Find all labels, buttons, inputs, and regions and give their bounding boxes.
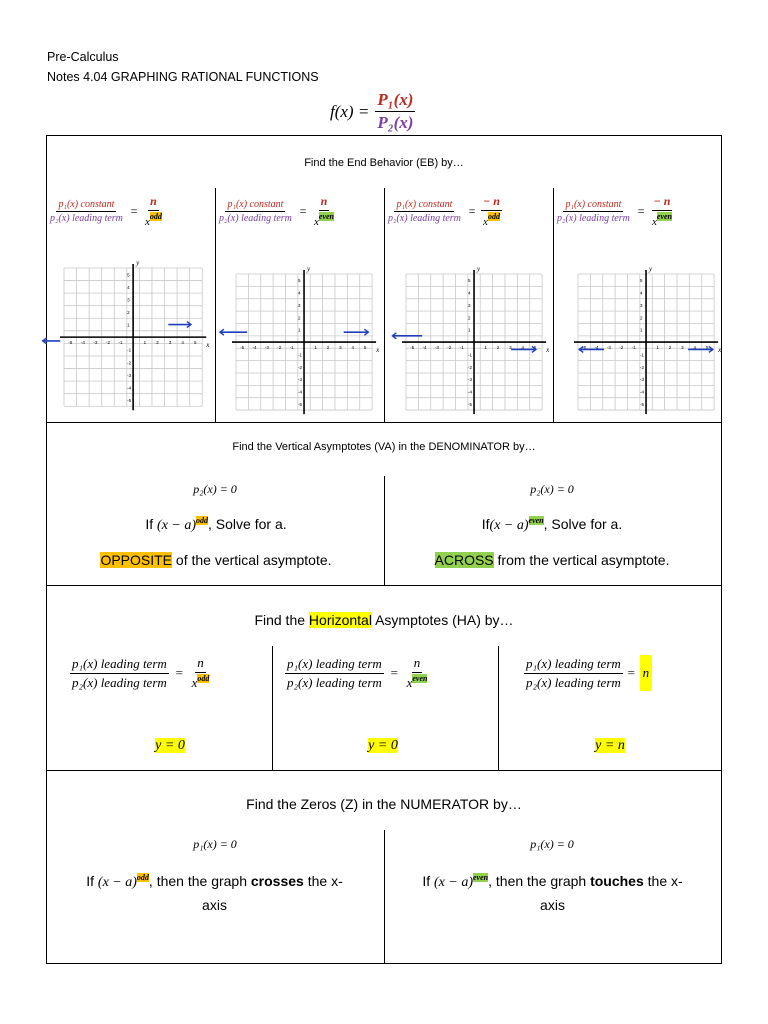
x-tick-label: -2 <box>105 340 111 346</box>
y-tick-label: -1 <box>127 347 132 353</box>
y-tick-label: 5 <box>468 278 471 284</box>
y-tick-label: -2 <box>298 364 303 370</box>
x-tick-label: 5 <box>533 345 537 351</box>
eb-divider-2 <box>384 188 385 422</box>
y-tick-label: 3 <box>127 297 130 303</box>
eb-formula-2: $\frac{\text{p₁(x) constant}}{\text{p₂(x) leading term}}$ = $\frac{n}{x^{even}}$ <box>219 194 335 228</box>
x-tick-label: -1 <box>459 345 464 351</box>
x-tick-label: 1 <box>484 345 487 351</box>
y-tick-label: 2 <box>298 315 301 321</box>
ha-divider-1 <box>272 646 273 770</box>
x-tick-label: -5 <box>68 340 73 346</box>
y-tick-label: -2 <box>640 364 645 370</box>
x-tick-label: -2 <box>447 345 452 351</box>
x-tick-label: 1 <box>656 345 659 351</box>
y-tick-label: -5 <box>298 401 303 407</box>
p1-main: P₁(x) <box>375 90 415 112</box>
x-tick-label: 1 <box>314 345 317 351</box>
va-left-eq: p₂(x) = 0 <box>193 482 237 496</box>
y-tick-label: -2 <box>127 360 132 366</box>
ha-case-3: $\frac{\text{p₁(x) leading term}}{\text{p₂(x) leading term}}$ = n <box>524 655 652 691</box>
y-axis-label: y <box>136 259 140 267</box>
y-tick-label: 1 <box>640 327 643 333</box>
main-formula <box>330 90 415 133</box>
ha-divider-2 <box>498 646 499 770</box>
x-tick-label: 2 <box>668 345 672 351</box>
eb-divider-3 <box>553 188 554 422</box>
y-tick-label: -1 <box>468 352 473 358</box>
y-tick-label: 4 <box>640 290 643 296</box>
y-tick-label: 1 <box>468 327 471 333</box>
x-tick-label: -2 <box>277 345 282 351</box>
y-tick-label: 4 <box>468 290 471 296</box>
zeros-right-eq: p₁(x) = 0 <box>530 837 574 851</box>
y-tick-label: 3 <box>640 302 643 308</box>
x-tick-label: 5 <box>363 345 367 351</box>
x-tick-label: -5 <box>240 345 245 351</box>
x-tick-label: -1 <box>289 345 294 351</box>
ha-case-1: $\frac{\text{p₁(x) leading term}}{\text{p₂(x) leading term}}$ = $\frac{n}{x^{odd}}$ <box>72 655 210 690</box>
x-tick-label: 3 <box>509 345 512 351</box>
y-tick-label: 2 <box>468 315 471 321</box>
y-tick-label: 3 <box>298 302 301 308</box>
x-tick-label: -4 <box>80 340 85 346</box>
y-tick-label: 1 <box>127 322 130 328</box>
x-axis-label: x <box>718 346 722 355</box>
x-tick-label: -4 <box>422 345 427 351</box>
y-tick-label: -5 <box>640 401 645 407</box>
ha-title: Find the Horizontal Asymptotes (HA) by… <box>254 612 514 628</box>
x-tick-label: 2 <box>496 345 500 351</box>
va-title: Find the Vertical Asymptotes (VA) in the DENOMINATOR by… <box>232 441 536 453</box>
y-tick-label: -4 <box>127 385 132 391</box>
va-right-note: ACROSS from the vertical asymptote. <box>434 552 670 568</box>
y-tick-label: -1 <box>298 352 303 358</box>
va-divider <box>384 476 385 585</box>
x-tick-label: -1 <box>631 345 636 351</box>
zeros-right-rule: If $(x - a)^{even}$, then the graph touches the x- <box>422 873 683 890</box>
va-right-eq: p₂(x) = 0 <box>530 482 574 496</box>
x-tick-label: 5 <box>193 340 197 346</box>
x-tick-label: -3 <box>434 345 439 351</box>
y-tick-label: 5 <box>640 278 643 284</box>
x-axis-label: x <box>376 346 380 355</box>
x-tick-label: -1 <box>118 340 123 346</box>
va-right-rule: $If(x - a)^{even}$, Solve for a. <box>481 516 623 533</box>
odd-badge: odd <box>196 516 209 525</box>
y-tick-label: 4 <box>127 284 130 290</box>
x-tick-label: -2 <box>619 345 624 351</box>
x-tick-label: 3 <box>168 340 172 346</box>
y-tick-label: -3 <box>298 377 303 383</box>
zeros-divider <box>384 830 385 964</box>
course-title: Pre-Calculus <box>47 50 119 64</box>
x-tick-label: 5 <box>705 345 709 351</box>
y-tick-label: 2 <box>640 315 643 321</box>
eb-title: Find the End Behavior (EB) by… <box>304 157 464 169</box>
eb-formula-4: $\frac{\text{p₁(x) constant}}{\text{p₂(x) leading term}}$ = $\frac{- n}{x^{even}}$ <box>557 194 673 228</box>
ha-result-1: y = 0 <box>155 738 185 753</box>
eb-formula-1: $\frac{\text{p₁(x) constant}}{\text{p₂(x) leading term}}$ = $\frac{n}{x^{odd}}$ <box>50 194 162 228</box>
zeros-left-rule: If $(x - a)^{odd}$, then the graph crosses the x- <box>86 873 343 890</box>
across-highlight: ACROSS <box>434 552 494 568</box>
y-tick-label: -4 <box>468 389 473 395</box>
x-tick-label: 3 <box>339 345 342 351</box>
y-tick-label: -3 <box>468 377 473 383</box>
y-tick-label: -1 <box>640 352 645 358</box>
va-left-note: OPPOSITE of the vertical asymptote. <box>100 552 332 568</box>
y-tick-label: 2 <box>127 309 130 315</box>
x-tick-label: 2 <box>326 345 330 351</box>
x-tick-label: -3 <box>606 345 611 351</box>
x-tick-label: 4 <box>351 345 355 351</box>
y-axis-label: y <box>649 265 653 273</box>
x-tick-label: -3 <box>93 340 98 346</box>
eb-formula-3: $\frac{\text{p₁(x) constant}}{\text{p₂(x) leading term}}$ = $\frac{- n}{x^{odd}}$ <box>388 194 500 228</box>
y-tick-label: -3 <box>640 377 645 383</box>
y-tick-label: -5 <box>468 401 473 407</box>
y-tick-label: -4 <box>298 389 303 395</box>
y-tick-label: -4 <box>640 389 645 395</box>
even-badge: even <box>528 516 544 525</box>
y-tick-label: -5 <box>127 397 132 403</box>
p2-main: P₂(x) <box>377 113 414 132</box>
zeros-right-line2: axis <box>540 897 565 913</box>
horizontal-highlight: Horizontal <box>308 612 372 628</box>
x-tick-label: 1 <box>143 340 147 346</box>
eb-divider-1 <box>215 188 216 422</box>
x-tick-label: -5 <box>582 345 587 351</box>
opposite-highlight: OPPOSITE <box>100 552 173 568</box>
y-tick-label: 5 <box>127 272 130 278</box>
x-tick-label: 4 <box>181 340 184 346</box>
x-tick-label: 2 <box>156 340 159 346</box>
y-tick-label: -2 <box>468 364 473 370</box>
y-tick-label: 5 <box>298 278 301 284</box>
y-tick-label: 3 <box>468 302 471 308</box>
zeros-left-eq: p₁(x) = 0 <box>193 837 237 851</box>
x-tick-label: 4 <box>693 345 697 351</box>
x-axis-label: x <box>206 341 210 350</box>
x-tick-label: -3 <box>264 345 269 351</box>
x-axis-label: x <box>546 346 550 355</box>
f-lhs: f(x) = <box>330 101 370 121</box>
x-tick-label: -5 <box>410 345 415 351</box>
ha-result-3: y = n <box>595 738 625 753</box>
ha-case-2: $\frac{\text{p₁(x) leading term}}{\text{p₂(x) leading term}}$ = $\frac{n}{x^{even}}$ <box>287 655 428 690</box>
zeros-title: Find the Zeros (Z) in the NUMERATOR by… <box>246 796 522 812</box>
x-tick-label: 4 <box>521 345 525 351</box>
zeros-left-line2: axis <box>202 897 227 913</box>
y-tick-label: 4 <box>298 290 301 296</box>
ha-result-2: y = 0 <box>368 738 398 753</box>
y-axis-label: y <box>307 265 311 273</box>
x-tick-label: -4 <box>252 345 257 351</box>
x-tick-label: -4 <box>594 345 599 351</box>
y-tick-label: 1 <box>298 327 301 333</box>
y-tick-label: -3 <box>127 372 132 378</box>
y-axis-label: y <box>477 265 481 273</box>
va-left-rule: If $(x - a)^{odd}$, Solve for a. <box>145 516 287 533</box>
x-tick-label: 3 <box>681 345 684 351</box>
notes-title: Notes 4.04 GRAPHING RATIONAL FUNCTIONS <box>47 70 319 84</box>
